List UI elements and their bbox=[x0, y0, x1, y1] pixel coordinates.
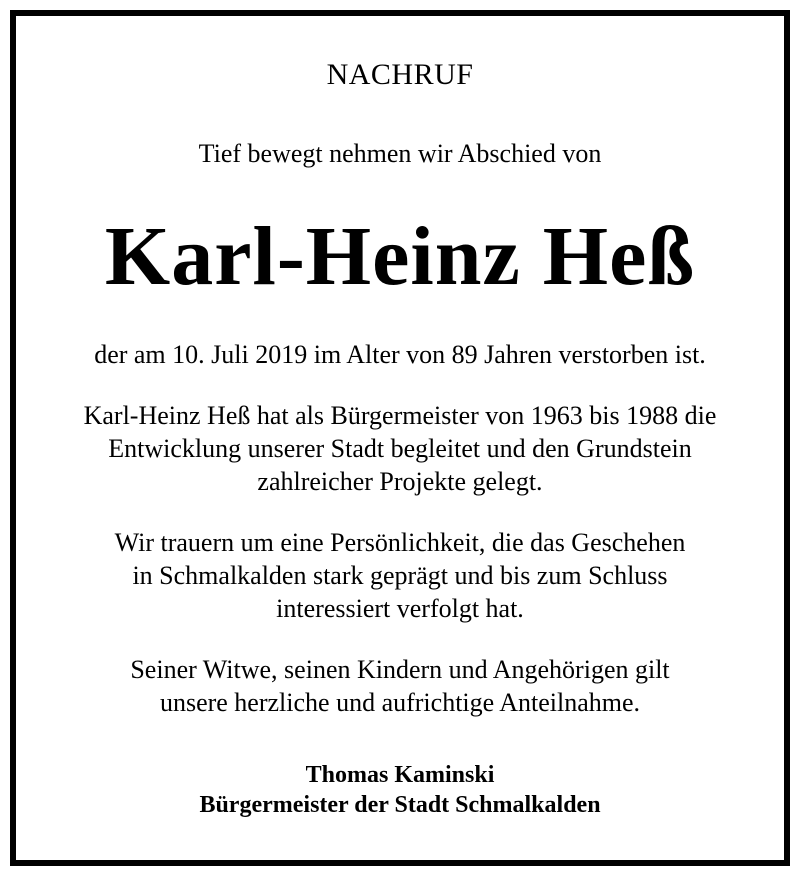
paragraph-3-line-2: unsere herzliche und aufrichtige Anteilnahme. bbox=[159, 688, 641, 717]
intro-line: Tief bewegt nehmen wir Abschied von bbox=[198, 139, 602, 168]
deceased-name: Karl-Heinz Heß bbox=[104, 210, 696, 303]
obituary-heading: NACHRUF bbox=[326, 58, 474, 91]
paragraph-1-line-3: zahlreicher Projekte gelegt. bbox=[257, 467, 543, 496]
paragraph-2-line-3: interessiert verfolgt hat. bbox=[276, 594, 524, 623]
death-date-line: der am 10. Juli 2019 im Alter von 89 Jahren verstorben ist. bbox=[94, 340, 706, 369]
paragraph-2-line-1: Wir trauern um eine Persönlichkeit, die das Geschehen bbox=[114, 528, 686, 557]
signatory-name: Thomas Kaminski bbox=[305, 762, 495, 788]
paragraph-1-line-1: Karl-Heinz Heß hat als Bürgermeister von 1963 bis 1988 die bbox=[83, 401, 717, 430]
paragraph-1-line-2: Entwicklung unserer Stadt begleitet und den Grundstein bbox=[108, 434, 692, 463]
signatory-title: Bürgermeister der Stadt Schmalkalden bbox=[199, 792, 601, 818]
paragraph-3-line-1: Seiner Witwe, seinen Kindern und Angehörigen gilt bbox=[130, 655, 670, 684]
paragraph-2-line-2: in Schmalkalden stark geprägt und bis zum Schluss bbox=[132, 561, 668, 590]
